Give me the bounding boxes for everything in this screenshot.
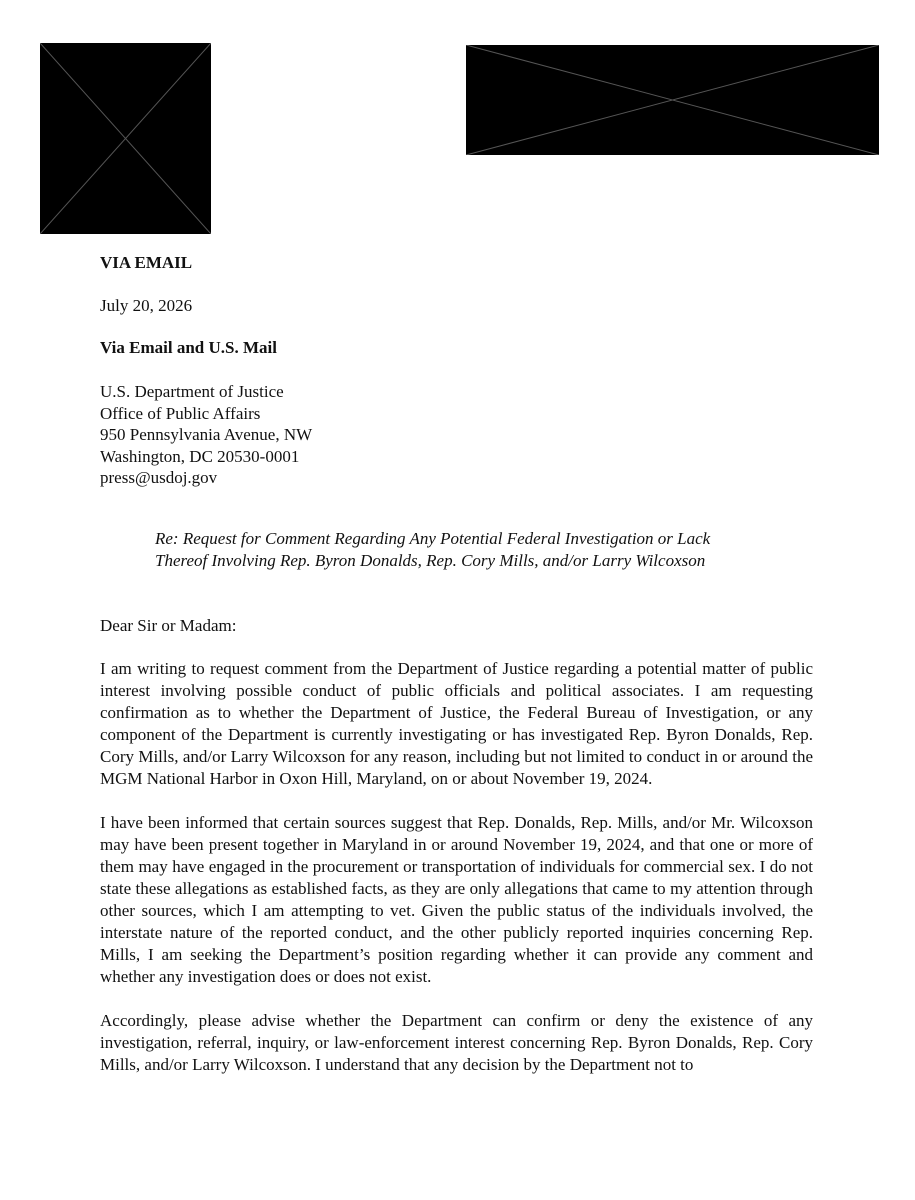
subject-line-2: Thereof Involving Rep. Byron Donalds, Rep. Cory Mills, and/or Larry Wilcoxson <box>155 550 706 570</box>
redacted-logo-block <box>40 43 211 234</box>
subject-line <box>155 528 815 572</box>
redaction-cross-icon <box>466 45 879 155</box>
redaction-cross-icon <box>40 43 211 234</box>
subject-line-1: Re: Request for Comment Regarding Any Potential Federal Investigation or Lack <box>155 528 711 548</box>
recipient-address <box>100 381 813 489</box>
recipient-line-4: Washington, DC 20530-0001 <box>100 446 300 466</box>
recipient-line-1: U.S. Department of Justice <box>100 382 284 401</box>
delivery-method: Via Email and U.S. Mail <box>100 338 277 357</box>
recipient-line-2: Office of Public Affairs <box>100 403 261 423</box>
recipient-email: press@usdoj.gov <box>100 468 218 487</box>
paragraph-2: I have been informed that certain sources suggest that Rep. Donalds, Rep. Mills, and/or Mr. Wilcoxson may have been present together in Maryland in or around November 19, 2024, and that one or more of them may have engaged in the procurement or transportation of individuals for commercial sex. I do not state these allegations as established facts, as they are only allegations that came to my attention through other sources, which I am attempting to vet. Given the public status of the individuals involved, the interstate nature of the reported conduct, and the other publicly reported inquiries concerning Rep. Mills, I am seeking the Department’s position regarding whether it can provide any comment and whether any investigation does or does not exist. <box>100 812 813 986</box>
letter-body <box>100 252 813 1076</box>
paragraph-1: I am writing to request comment from the Department of Justice regarding a potential matter of public interest involving possible conduct of public officials and political associates. I am requesting confirmation as to whether the Department of Justice, the Federal Bureau of Investigation, or any component of the Department is currently investigating or has investigated Rep. Byron Donalds, Rep. Cory Mills, and/or Larry Wilcoxson for any reason, including but not limited to conduct in or around the MGM National Harbor in Oxon Hill, Maryland, on or about November 19, 2024. <box>100 658 813 788</box>
letter-date: July 20, 2026 <box>100 296 193 315</box>
salutation: Dear Sir or Madam: <box>100 615 237 635</box>
paragraph-3: Accordingly, please advise whether the Department can confirm or deny the existence of any investigation, referral, inquiry, or law-enforcement interest concerning Rep. Byron Donalds, Rep. Cory Mills, and/or Larry Wilcoxson. I understand that any decision by the Department not to <box>100 1010 813 1074</box>
delivery-heading: VIA EMAIL <box>100 253 193 272</box>
recipient-line-3: 950 Pennsylvania Avenue, NW <box>100 425 313 444</box>
redacted-letterhead-block <box>466 45 879 155</box>
